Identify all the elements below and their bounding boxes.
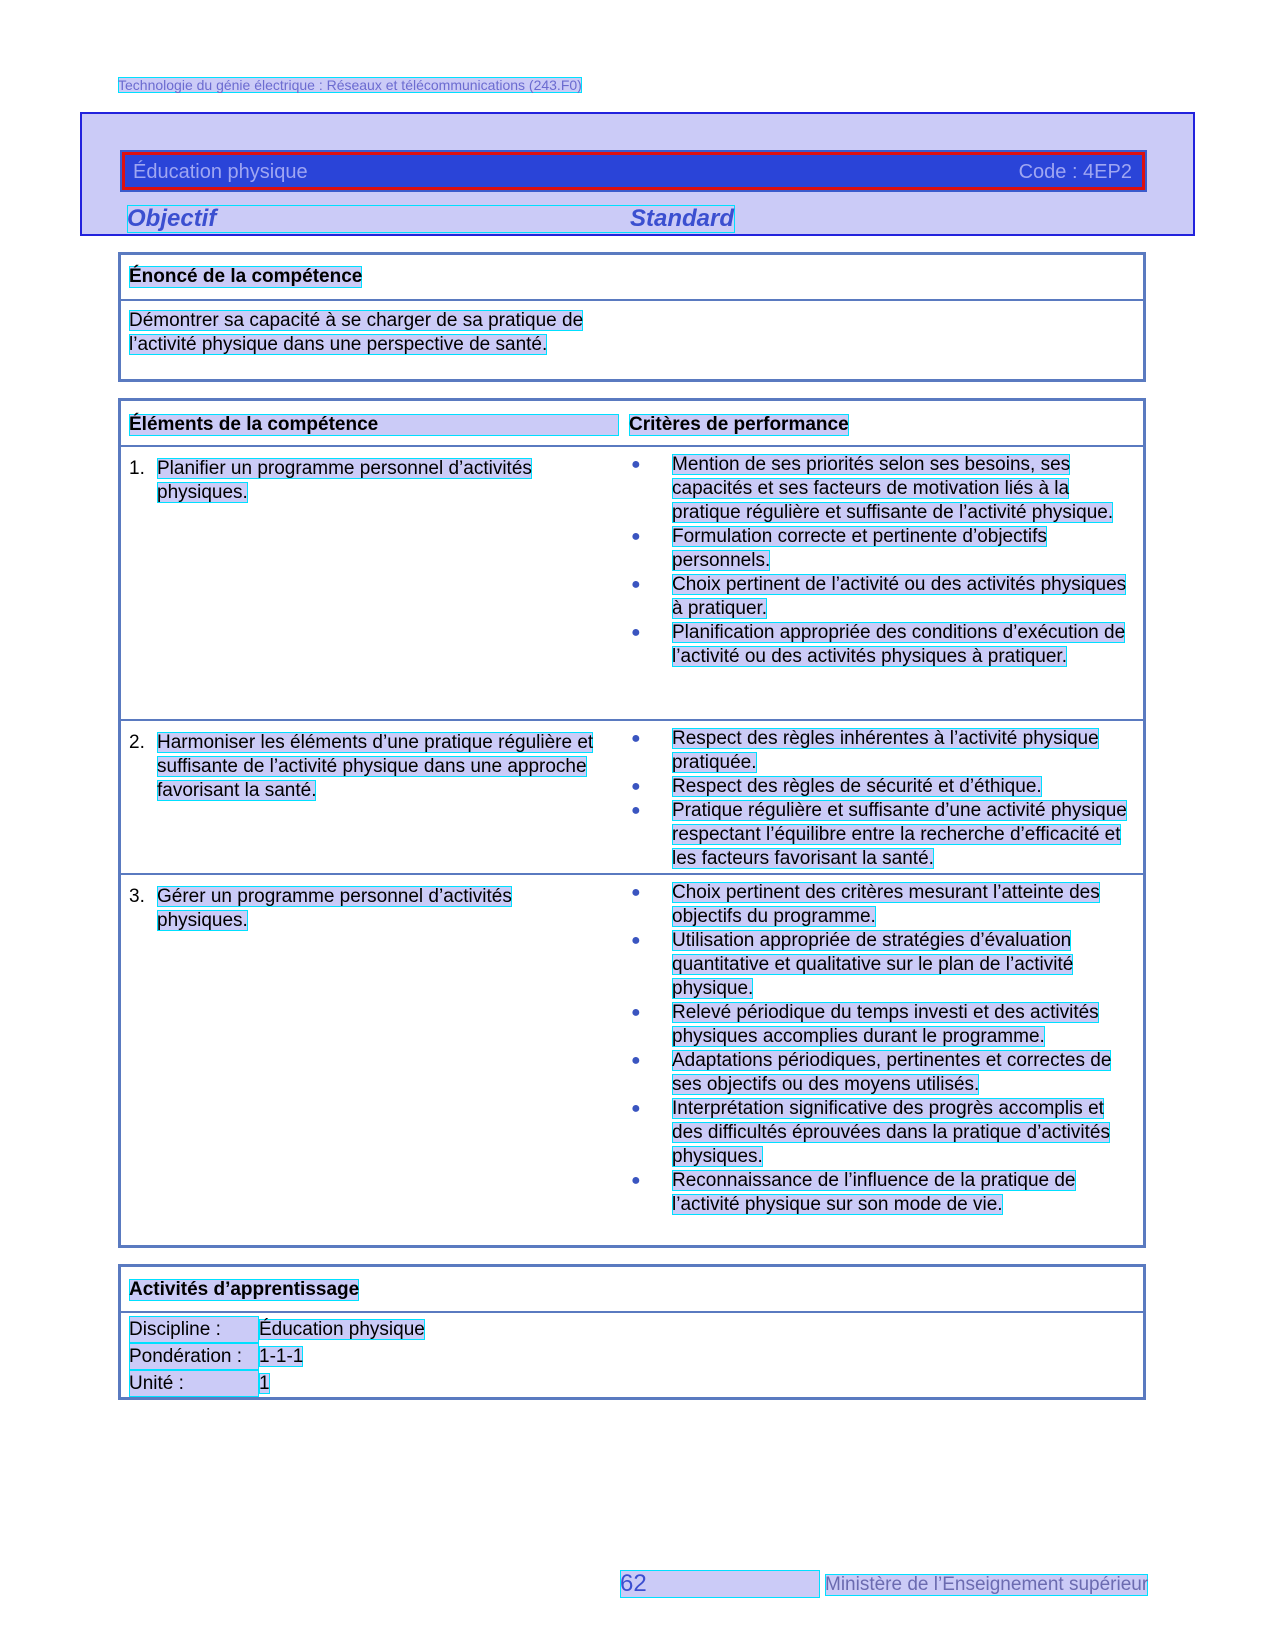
bullet-icon: ●	[631, 802, 641, 819]
element-row-3	[121, 873, 1143, 1245]
bullet-icon: ●	[631, 730, 641, 747]
enonce-text	[129, 309, 599, 357]
element-3-number: 3.	[129, 886, 145, 907]
bullet-icon: ●	[631, 1172, 641, 1189]
criterion-2-2-text: Respect des règles de sécurité et d’éthique.	[672, 776, 1042, 797]
bullet-icon: ●	[631, 576, 641, 593]
activites-body	[121, 1311, 1143, 1397]
criterion-2-3-text: Pratique régulière et suffisante d’une activité physique respectant l’équilibre entre la recherche d’efficacité et les facteurs favorisant la santé.	[672, 800, 1127, 869]
elements-table	[118, 398, 1146, 1248]
element-3	[129, 885, 629, 933]
criteria-list-1	[629, 453, 1134, 669]
criterion-3-1	[629, 881, 1134, 929]
objectif-label: Objectif	[127, 205, 217, 232]
standard-heading: Standard	[630, 205, 735, 232]
element-3-text: Gérer un programme personnel d’activités physiques.	[157, 886, 512, 931]
enonce-body-row	[121, 299, 1143, 381]
criterion-1-4-text: Planification appropriée des conditions d’exécution de l’activité ou des activités physiques à pratiquer.	[672, 622, 1126, 667]
criteria-list-3	[629, 881, 1134, 1217]
element-2-text-wrap	[157, 731, 607, 803]
element-1	[129, 457, 629, 505]
criterion-2-3	[629, 799, 1134, 871]
bullet-icon: ●	[631, 528, 641, 545]
element-2-number: 2.	[129, 732, 145, 753]
discipline-line	[129, 1316, 1143, 1343]
element-1-number: 1.	[129, 458, 145, 479]
criterion-1-2	[629, 525, 1134, 573]
bullet-icon: ●	[631, 456, 641, 473]
activites-table	[118, 1264, 1146, 1400]
program-title: Technologie du génie électrique : Réseaux et télécommunications (243.F0)	[118, 77, 582, 93]
criteria-heading: Critères de performance	[629, 414, 849, 435]
ponderation-label: Pondération :	[129, 1343, 259, 1370]
criterion-3-2	[629, 929, 1134, 1001]
element-1-text: Planifier un programme personnel d’activités physiques.	[157, 458, 532, 503]
bullet-icon: ●	[631, 1100, 641, 1117]
page-number	[620, 1570, 820, 1598]
bullet-icon: ●	[631, 778, 641, 795]
criterion-1-3-text: Choix pertinent de l’activité ou des activités physiques à pratiquer.	[672, 574, 1127, 619]
bullet-icon: ●	[631, 884, 641, 901]
criterion-3-6	[629, 1169, 1134, 1217]
enonce-heading: Énoncé de la compétence	[129, 266, 363, 287]
criterion-3-5	[629, 1097, 1134, 1169]
criterion-2-2	[629, 775, 1134, 799]
ponderation-line	[129, 1343, 1143, 1370]
activites-header-row	[121, 1267, 1143, 1311]
bullet-icon: ●	[631, 1052, 641, 1069]
ministry-footer: Ministère de l’Enseignement supérieur	[825, 1574, 1149, 1595]
criterion-1-1-text: Mention de ses priorités selon ses besoins, ses capacités et ses facteurs de motivation liés à la pratique régulière et suffisante de l’activité physique.	[672, 454, 1114, 523]
element-3-text-wrap	[157, 885, 607, 933]
element-row-1	[121, 445, 1143, 719]
criterion-3-5-text: Interprétation significative des progrès accomplis et des difficultés éprouvées dans la pratique d’activités physiques.	[672, 1098, 1110, 1167]
criterion-1-1	[629, 453, 1134, 525]
discipline-label: Discipline :	[129, 1316, 259, 1343]
element-2	[129, 731, 629, 803]
enonce-header-row	[121, 255, 1143, 299]
element-row-2	[121, 719, 1143, 873]
unite-label: Unité :	[129, 1370, 259, 1397]
criterion-3-2-text: Utilisation appropriée de stratégies d’évaluation quantitative et qualitative sur le plan de l’activité physique.	[672, 930, 1074, 999]
criterion-2-1	[629, 727, 1134, 775]
course-name: Éducation physique	[133, 161, 308, 183]
criterion-1-2-text: Formulation correcte et pertinente d’objectifs personnels.	[672, 526, 1047, 571]
unite-line	[129, 1370, 1143, 1397]
enonce-text-content: Démontrer sa capacité à se charger de sa pratique de l’activité physique dans une perspective de santé.	[129, 310, 584, 355]
page-number-text: 62	[620, 1570, 647, 1597]
bullet-icon: ●	[631, 624, 641, 641]
criterion-3-6-text: Reconnaissance de l’influence de la pratique de l’activité physique sur son mode de vie.	[672, 1170, 1076, 1215]
criterion-3-3	[629, 1001, 1134, 1049]
activites-heading: Activités d’apprentissage	[129, 1279, 360, 1300]
criterion-3-3-text: Relevé périodique du temps investi et des activités physiques accomplies durant le programme.	[672, 1002, 1099, 1047]
element-2-text: Harmoniser les éléments d’une pratique régulière et suffisante de l’activité physique dans une approche favorisant la santé.	[157, 732, 594, 801]
elements-heading: Éléments de la compétence	[129, 414, 619, 436]
criterion-1-4	[629, 621, 1134, 669]
criterion-3-1-text: Choix pertinent des critères mesurant l’atteinte des objectifs du programme.	[672, 882, 1100, 927]
criteria-list-2	[629, 727, 1134, 871]
criterion-3-4-text: Adaptations périodiques, pertinentes et correctes de ses objectifs ou des moyens utilisés.	[672, 1050, 1112, 1095]
elements-header-row	[121, 401, 1143, 445]
bullet-icon: ●	[631, 1004, 641, 1021]
criterion-3-4	[629, 1049, 1134, 1097]
course-title-bar	[122, 152, 1145, 190]
bullet-icon: ●	[631, 932, 641, 949]
element-1-text-wrap	[157, 457, 607, 505]
course-code: Code : 4EP2	[1018, 161, 1132, 183]
ponderation-value: 1-1-1	[259, 1346, 304, 1367]
criterion-1-3	[629, 573, 1134, 621]
unite-value: 1	[259, 1373, 270, 1394]
discipline-value: Éducation physique	[259, 1319, 425, 1340]
enonce-table	[118, 252, 1146, 382]
criterion-2-1-text: Respect des règles inhérentes à l’activité physique pratiquée.	[672, 728, 1099, 773]
